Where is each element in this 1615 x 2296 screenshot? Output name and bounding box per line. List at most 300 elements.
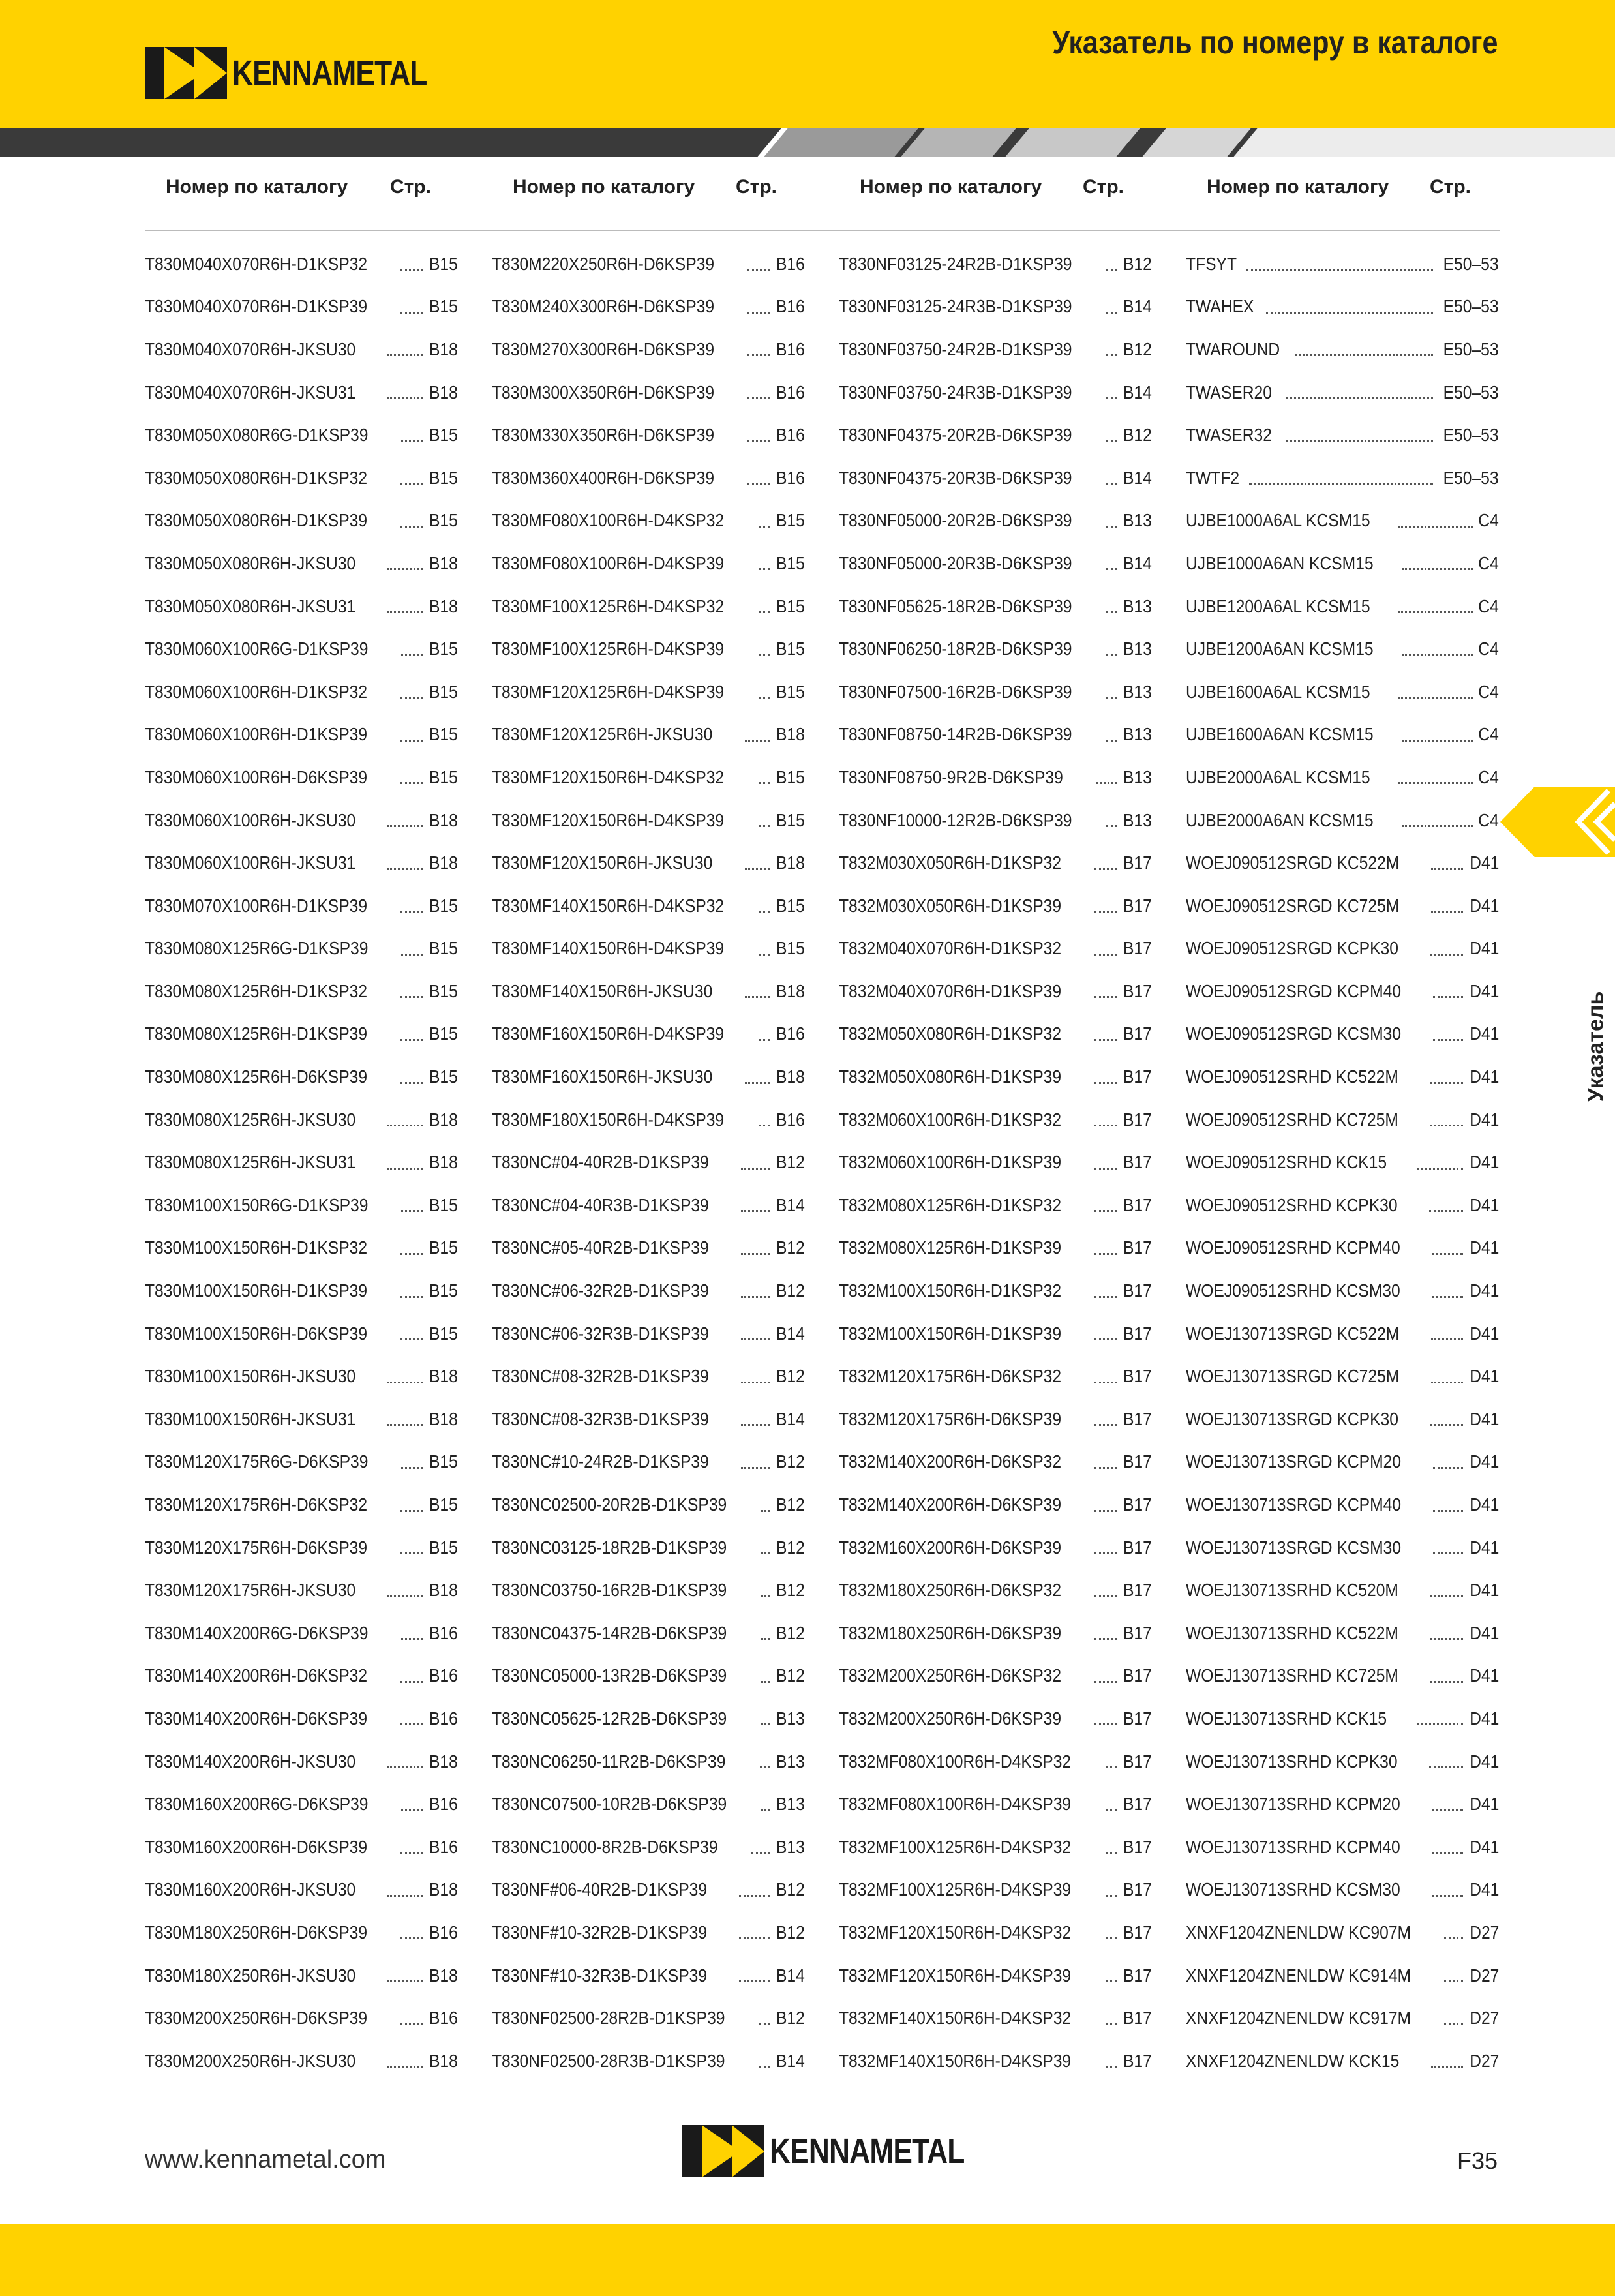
page-reference: B17 bbox=[1123, 1109, 1152, 1130]
page-reference: B15 bbox=[776, 681, 805, 702]
catalog-number: T832M080X125R6H-D1KSP39 bbox=[839, 1237, 1062, 1258]
index-row bbox=[492, 970, 805, 1013]
page-reference: B16 bbox=[776, 425, 805, 446]
index-row bbox=[145, 1441, 458, 1484]
dot-leader bbox=[1266, 312, 1434, 314]
catalog-number: T832M120X175R6H-D6KSP39 bbox=[839, 1408, 1062, 1429]
catalog-number: T830NF03750-24R3B-D1KSP39 bbox=[839, 382, 1072, 402]
dot-leader bbox=[400, 526, 423, 528]
dot-leader bbox=[400, 2023, 423, 2025]
index-row bbox=[145, 542, 458, 585]
catalog-number: T830NC#10-24R2B-D1KSP39 bbox=[492, 1451, 709, 1472]
dot-leader bbox=[387, 1125, 423, 1126]
index-row bbox=[145, 1869, 458, 1912]
dot-leader bbox=[1444, 1937, 1463, 1939]
dot-leader bbox=[1106, 740, 1117, 742]
index-row bbox=[1186, 1569, 1499, 1612]
index-row bbox=[839, 1312, 1152, 1355]
index-row bbox=[839, 457, 1152, 500]
catalog-number: T830NF03750-24R2B-D1KSP39 bbox=[839, 339, 1072, 359]
page-reference: C4 bbox=[1478, 724, 1499, 745]
catalog-number: T830M060X100R6H-JKSU31 bbox=[145, 853, 356, 873]
page-reference: B15 bbox=[429, 253, 458, 274]
dot-leader bbox=[1106, 2066, 1117, 2068]
catalog-number: TFSYT bbox=[1186, 253, 1237, 274]
catalog-number: T832MF140X150R6H-D4KSP32 bbox=[839, 2008, 1072, 2029]
dot-leader bbox=[400, 1039, 423, 1041]
dot-leader bbox=[1431, 868, 1463, 870]
index-row bbox=[839, 928, 1152, 971]
index-row bbox=[839, 1740, 1152, 1783]
index-row bbox=[1186, 1355, 1499, 1398]
dot-leader bbox=[1094, 1552, 1117, 1554]
catalog-number: T830MF120X125R6H-D4KSP39 bbox=[492, 681, 725, 702]
dot-leader bbox=[759, 825, 770, 827]
dot-leader bbox=[741, 1168, 770, 1170]
index-row bbox=[1186, 1184, 1499, 1227]
dot-leader bbox=[400, 1510, 423, 1512]
page-reference: B17 bbox=[1123, 980, 1152, 1001]
index-row bbox=[1186, 671, 1499, 714]
index-row bbox=[492, 1227, 805, 1270]
catalog-number: T832M060X100R6H-D1KSP39 bbox=[839, 1152, 1062, 1173]
index-row bbox=[839, 1184, 1152, 1227]
index-row bbox=[1186, 2040, 1499, 2083]
dot-leader bbox=[1096, 782, 1117, 784]
catalog-number: T830M200X250R6H-JKSU30 bbox=[145, 2050, 356, 2071]
catalog-number: T830NC07500-10R2B-D6KSP39 bbox=[492, 1794, 727, 1815]
page-reference: B17 bbox=[1123, 1580, 1152, 1601]
catalog-number: T830M140X200R6G-D6KSP39 bbox=[145, 1622, 369, 1643]
page-reference: D41 bbox=[1469, 1622, 1499, 1643]
catalog-number: T830NF08750-9R2B-D6KSP39 bbox=[839, 766, 1063, 787]
index-row bbox=[492, 286, 805, 329]
page-reference: B17 bbox=[1123, 1836, 1152, 1857]
index-row bbox=[145, 1184, 458, 1227]
dot-leader bbox=[1094, 868, 1117, 870]
index-row bbox=[839, 1911, 1152, 1954]
dot-leader bbox=[759, 697, 770, 699]
index-row bbox=[1186, 1697, 1499, 1740]
catalog-number: T830NF02500-28R2B-D1KSP39 bbox=[492, 2008, 725, 2029]
catalog-number: T830M220X250R6H-D6KSP39 bbox=[492, 253, 715, 274]
catalog-number: T830M080X125R6H-D1KSP39 bbox=[145, 1023, 368, 1044]
index-row bbox=[145, 1911, 458, 1954]
index-row bbox=[492, 1826, 805, 1869]
page-reference: D41 bbox=[1469, 1408, 1499, 1429]
dot-leader bbox=[1106, 312, 1117, 314]
page-reference: B17 bbox=[1123, 1023, 1152, 1044]
dot-leader bbox=[759, 911, 770, 913]
catalog-number: T830M100X150R6H-D1KSP32 bbox=[145, 1237, 368, 1258]
dot-leader bbox=[1106, 1852, 1117, 1854]
catalog-number: T830M080X125R6H-D1KSP32 bbox=[145, 980, 368, 1001]
index-row bbox=[1186, 1098, 1499, 1141]
page-reference: B15 bbox=[776, 809, 805, 830]
dot-leader bbox=[1094, 1723, 1117, 1725]
catalog-number: TWAROUND bbox=[1186, 339, 1280, 359]
index-row bbox=[492, 414, 805, 457]
index-row bbox=[492, 371, 805, 414]
index-row bbox=[145, 243, 458, 286]
page-reference: B13 bbox=[776, 1794, 805, 1815]
page-reference: B14 bbox=[1123, 296, 1152, 317]
index-row bbox=[145, 1655, 458, 1698]
dot-leader bbox=[1094, 1082, 1117, 1084]
catalog-number: T830NC04375-14R2B-D6KSP39 bbox=[492, 1622, 727, 1643]
catalog-number: XNXF1204ZNENLDW KCK15 bbox=[1186, 2050, 1400, 2071]
page-reference: D41 bbox=[1469, 1665, 1499, 1686]
dot-leader bbox=[751, 1852, 770, 1854]
dot-leader bbox=[400, 1552, 423, 1554]
catalog-number: T830M160X200R6H-D6KSP39 bbox=[145, 1836, 368, 1857]
index-row bbox=[145, 457, 458, 500]
page-reference: B12 bbox=[776, 1537, 805, 1558]
index-row bbox=[145, 756, 458, 799]
catalog-number: T832M100X150R6H-D1KSP39 bbox=[839, 1323, 1062, 1344]
index-row bbox=[492, 1141, 805, 1184]
index-row bbox=[839, 1013, 1152, 1056]
dot-leader bbox=[1106, 611, 1117, 613]
dot-leader bbox=[759, 1125, 770, 1126]
index-row bbox=[839, 414, 1152, 457]
index-row bbox=[1186, 627, 1499, 671]
catalog-number: T830M100X150R6H-D1KSP39 bbox=[145, 1280, 368, 1301]
page-reference: B18 bbox=[429, 853, 458, 873]
catalog-number: T830M180X250R6H-JKSU30 bbox=[145, 1965, 356, 1986]
index-row bbox=[839, 1227, 1152, 1270]
catalog-number: T830NF03125-24R3B-D1KSP39 bbox=[839, 296, 1072, 317]
catalog-number: T830M120X175R6H-D6KSP39 bbox=[145, 1537, 368, 1558]
index-row bbox=[492, 1997, 805, 2040]
catalog-number: T830NC#08-32R2B-D1KSP39 bbox=[492, 1366, 709, 1387]
catalog-number: T830M070X100R6H-D1KSP39 bbox=[145, 895, 368, 916]
index-row bbox=[492, 714, 805, 757]
dot-leader bbox=[1432, 1852, 1462, 1854]
dot-leader bbox=[1094, 954, 1117, 956]
dot-leader bbox=[1430, 1595, 1462, 1597]
page-reference: B12 bbox=[776, 1366, 805, 1387]
index-row bbox=[145, 1141, 458, 1184]
dot-leader bbox=[761, 1552, 770, 1554]
page-reference: B12 bbox=[776, 1451, 805, 1472]
page-reference: B15 bbox=[776, 766, 805, 787]
page-reference: B12 bbox=[1123, 339, 1152, 359]
catalog-number: T832M060X100R6H-D1KSP32 bbox=[839, 1109, 1062, 1130]
dot-leader bbox=[400, 1723, 423, 1725]
catalog-number: T830MF140X150R6H-JKSU30 bbox=[492, 980, 713, 1001]
dot-leader bbox=[747, 440, 770, 442]
catalog-number: T830M120X175R6G-D6KSP39 bbox=[145, 1451, 369, 1472]
catalog-number: UJBE1600A6AN KCSM15 bbox=[1186, 724, 1374, 745]
catalog-number: T830M270X300R6H-D6KSP39 bbox=[492, 339, 715, 359]
catalog-number: T830M060X100R6H-D6KSP39 bbox=[145, 766, 368, 787]
page-reference: D41 bbox=[1469, 1323, 1499, 1344]
dot-leader bbox=[741, 1296, 770, 1298]
dot-leader bbox=[1432, 1895, 1462, 1897]
catalog-number: UJBE2000A6AN KCSM15 bbox=[1186, 809, 1374, 830]
dot-leader bbox=[1431, 911, 1463, 913]
dot-leader bbox=[741, 1253, 770, 1255]
catalog-number: T830M080X125R6H-JKSU30 bbox=[145, 1109, 356, 1130]
index-row bbox=[1186, 328, 1499, 371]
page-reference: B15 bbox=[429, 296, 458, 317]
catalog-number: T830NF06250-18R2B-D6KSP39 bbox=[839, 639, 1072, 659]
page-reference: B16 bbox=[776, 253, 805, 274]
catalog-number: WOEJ130713SRHD KC522M bbox=[1186, 1622, 1398, 1643]
catalog-number: T830MF160X150R6H-JKSU30 bbox=[492, 1066, 713, 1087]
index-row bbox=[492, 243, 805, 286]
index-row bbox=[839, 1569, 1152, 1612]
page-reference: C4 bbox=[1478, 596, 1499, 616]
catalog-number: WOEJ130713SRGD KCPM40 bbox=[1186, 1494, 1402, 1515]
dot-leader bbox=[400, 1852, 423, 1854]
index-row bbox=[492, 884, 805, 928]
dot-leader bbox=[761, 1595, 770, 1597]
dot-leader bbox=[1106, 269, 1117, 271]
page-reference: E50–53 bbox=[1443, 339, 1499, 359]
header-catalog-2: Номер по каталогу bbox=[513, 176, 695, 198]
dot-leader bbox=[1402, 740, 1473, 742]
index-row bbox=[839, 1483, 1152, 1526]
dot-leader bbox=[400, 483, 423, 485]
dot-leader bbox=[1106, 354, 1117, 356]
catalog-number: T832MF140X150R6H-D4KSP39 bbox=[839, 2050, 1072, 2071]
page-reference: B15 bbox=[776, 552, 805, 573]
index-row bbox=[145, 1055, 458, 1098]
page-reference: B13 bbox=[1123, 596, 1152, 616]
index-row bbox=[1186, 1526, 1499, 1569]
page-reference: B16 bbox=[429, 1622, 458, 1643]
dot-leader bbox=[401, 1809, 423, 1811]
page-reference: B17 bbox=[1123, 1366, 1152, 1387]
dot-leader bbox=[759, 1039, 770, 1041]
page-reference: B17 bbox=[1123, 1537, 1152, 1558]
page-reference: B18 bbox=[776, 1066, 805, 1087]
page-reference: D41 bbox=[1469, 1537, 1499, 1558]
page-reference: B18 bbox=[429, 1152, 458, 1173]
catalog-number: WOEJ090512SRHD KCPK30 bbox=[1186, 1194, 1398, 1215]
catalog-number: UJBE2000A6AL KCSM15 bbox=[1186, 766, 1370, 787]
catalog-number: UJBE1000A6AL KCSM15 bbox=[1186, 510, 1370, 531]
catalog-number: T830M180X250R6H-D6KSP39 bbox=[145, 1922, 368, 1942]
catalog-number: T830M080X125R6H-JKSU31 bbox=[145, 1152, 356, 1173]
dot-leader bbox=[401, 440, 423, 442]
index-row bbox=[145, 671, 458, 714]
catalog-number: T830M060X100R6H-D1KSP39 bbox=[145, 724, 368, 745]
page-reference: C4 bbox=[1478, 639, 1499, 659]
dot-leader bbox=[387, 354, 423, 356]
page-reference: B18 bbox=[429, 809, 458, 830]
page-reference: B13 bbox=[1123, 766, 1152, 787]
catalog-number: T830M140X200R6H-D6KSP39 bbox=[145, 1708, 368, 1729]
dot-leader bbox=[741, 1210, 770, 1212]
catalog-number: T830NF08750-14R2B-D6KSP39 bbox=[839, 724, 1072, 745]
page-reference: B17 bbox=[1123, 1194, 1152, 1215]
index-row bbox=[1186, 243, 1499, 286]
catalog-number: UJBE1600A6AL KCSM15 bbox=[1186, 681, 1370, 702]
index-row bbox=[492, 1398, 805, 1441]
page-reference: E50–53 bbox=[1443, 382, 1499, 402]
page-reference: B18 bbox=[429, 1580, 458, 1601]
kennametal-k-icon bbox=[682, 2125, 764, 2177]
page-reference: B13 bbox=[776, 1751, 805, 1772]
page-reference: D41 bbox=[1469, 1580, 1499, 1601]
dot-leader bbox=[387, 1595, 423, 1597]
index-row bbox=[1186, 1911, 1499, 1954]
catalog-number: T830M060X100R6H-JKSU30 bbox=[145, 809, 356, 830]
catalog-number: WOEJ130713SRGD KCSM30 bbox=[1186, 1537, 1402, 1558]
catalog-number: T830NF10000-12R2B-D6KSP39 bbox=[839, 809, 1072, 830]
page-reference: B12 bbox=[776, 1622, 805, 1643]
catalog-number: T830NC05625-12R2B-D6KSP39 bbox=[492, 1708, 727, 1729]
dot-leader bbox=[400, 782, 423, 784]
catalog-number: T830NF02500-28R3B-D1KSP39 bbox=[492, 2050, 725, 2071]
index-row bbox=[492, 1911, 805, 1954]
catalog-number: XNXF1204ZNENLDW KC914M bbox=[1186, 1965, 1411, 1986]
index-row bbox=[145, 371, 458, 414]
dot-leader bbox=[1106, 654, 1117, 656]
page-reference: B13 bbox=[776, 1836, 805, 1857]
page-reference: B13 bbox=[776, 1708, 805, 1729]
dot-leader bbox=[401, 954, 423, 956]
catalog-number: T830NF05000-20R3B-D6KSP39 bbox=[839, 552, 1072, 573]
catalog-number: WOEJ090512SRHD KC522M bbox=[1186, 1066, 1398, 1087]
page-reference: D41 bbox=[1469, 1708, 1499, 1729]
page-reference: B15 bbox=[776, 596, 805, 616]
page-reference: B13 bbox=[1123, 639, 1152, 659]
page-reference: D41 bbox=[1469, 853, 1499, 873]
header-logo bbox=[145, 47, 470, 99]
catalog-number: T830MF080X100R6H-D4KSP32 bbox=[492, 510, 725, 531]
page-reference: B17 bbox=[1123, 1922, 1152, 1942]
page-reference: B14 bbox=[1123, 382, 1152, 402]
page-reference: B18 bbox=[429, 339, 458, 359]
index-row bbox=[839, 243, 1152, 286]
dot-leader bbox=[387, 397, 423, 399]
catalog-number: WOEJ130713SRHD KC520M bbox=[1186, 1580, 1398, 1601]
index-row bbox=[1186, 1997, 1499, 2040]
footer-url[interactable]: www.kennametal.com bbox=[145, 2146, 386, 2173]
section-tab[interactable] bbox=[1500, 787, 1615, 857]
page-reference: B15 bbox=[429, 425, 458, 446]
catalog-number: T830M040X070R6H-JKSU31 bbox=[145, 382, 356, 402]
index-row bbox=[145, 1569, 458, 1612]
index-column-4 bbox=[1186, 243, 1499, 2083]
index-row bbox=[145, 1954, 458, 1997]
index-row bbox=[839, 1055, 1152, 1098]
catalog-number: UJBE1000A6AN KCSM15 bbox=[1186, 552, 1374, 573]
index-row bbox=[1186, 1869, 1499, 1912]
page-reference: B15 bbox=[776, 895, 805, 916]
index-row bbox=[145, 1783, 458, 1826]
catalog-number: T830NF#10-32R2B-D1KSP39 bbox=[492, 1922, 708, 1942]
index-row bbox=[839, 1398, 1152, 1441]
dot-leader bbox=[1398, 611, 1473, 613]
page-reference: D41 bbox=[1469, 1066, 1499, 1087]
page-reference: B15 bbox=[429, 1323, 458, 1344]
catalog-number: T830M120X175R6H-D6KSP32 bbox=[145, 1494, 368, 1515]
page-reference: B17 bbox=[1123, 1708, 1152, 1729]
catalog-number: T830M060X100R6H-D1KSP32 bbox=[145, 681, 368, 702]
index-row bbox=[1186, 928, 1499, 971]
catalog-number: T830M040X070R6H-D1KSP32 bbox=[145, 253, 368, 274]
index-row bbox=[492, 1312, 805, 1355]
dot-leader bbox=[1430, 1082, 1462, 1084]
index-row bbox=[839, 500, 1152, 543]
index-row bbox=[492, 1954, 805, 1997]
page-reference: E50–53 bbox=[1443, 467, 1499, 488]
dot-leader bbox=[1430, 1681, 1462, 1683]
dot-leader bbox=[400, 1296, 423, 1298]
catalog-number: T832MF120X150R6H-D4KSP39 bbox=[839, 1965, 1072, 1986]
catalog-number: T830MF140X150R6H-D4KSP32 bbox=[492, 895, 725, 916]
index-row bbox=[492, 1740, 805, 1783]
dot-leader bbox=[747, 483, 770, 485]
page-reference: B17 bbox=[1123, 2008, 1152, 2029]
catalog-number: T830M120X175R6H-JKSU30 bbox=[145, 1580, 356, 1601]
page-reference: B18 bbox=[429, 382, 458, 402]
dot-leader bbox=[1398, 697, 1473, 699]
catalog-number: UJBE1200A6AN KCSM15 bbox=[1186, 639, 1374, 659]
catalog-number: T832MF100X125R6H-D4KSP39 bbox=[839, 1879, 1072, 1900]
page-reference: C4 bbox=[1478, 510, 1499, 531]
dot-leader bbox=[1417, 1168, 1462, 1170]
dot-leader bbox=[760, 1766, 770, 1768]
page-reference: B17 bbox=[1123, 1665, 1152, 1686]
index-row bbox=[1186, 286, 1499, 329]
index-row bbox=[492, 1184, 805, 1227]
page-reference: B18 bbox=[429, 2050, 458, 2071]
index-row bbox=[492, 1697, 805, 1740]
index-row bbox=[492, 328, 805, 371]
catalog-number: T830M060X100R6G-D1KSP39 bbox=[145, 639, 369, 659]
page-reference: B15 bbox=[429, 1280, 458, 1301]
page-reference: B13 bbox=[1123, 510, 1152, 531]
dot-leader bbox=[1094, 1125, 1117, 1126]
page-reference: D41 bbox=[1469, 980, 1499, 1001]
page-reference: B15 bbox=[429, 1237, 458, 1258]
page-reference: B14 bbox=[776, 1323, 805, 1344]
catalog-number: WOEJ090512SRHD KC725M bbox=[1186, 1109, 1398, 1130]
dot-leader bbox=[1094, 1467, 1117, 1469]
index-column-3 bbox=[839, 243, 1152, 2083]
dot-leader bbox=[741, 1382, 770, 1383]
index-row bbox=[145, 1269, 458, 1312]
index-row bbox=[492, 1869, 805, 1912]
index-row bbox=[145, 1398, 458, 1441]
dot-leader bbox=[400, 312, 423, 314]
index-column-2 bbox=[492, 243, 805, 2083]
page-reference: B18 bbox=[429, 552, 458, 573]
dot-leader bbox=[1094, 1253, 1117, 1255]
page-reference: B14 bbox=[776, 1408, 805, 1429]
dot-leader bbox=[761, 1638, 770, 1640]
dot-leader bbox=[387, 2066, 423, 2068]
catalog-number: T830NC#05-40R2B-D1KSP39 bbox=[492, 1237, 709, 1258]
dot-leader bbox=[1295, 354, 1434, 356]
page-reference: D41 bbox=[1469, 1494, 1499, 1515]
catalog-number: T830M240X300R6H-D6KSP39 bbox=[492, 296, 715, 317]
dot-leader bbox=[759, 2066, 770, 2068]
dot-leader bbox=[1094, 1638, 1117, 1640]
catalog-number: T832MF100X125R6H-D4KSP32 bbox=[839, 1836, 1072, 1857]
index-row bbox=[1186, 1312, 1499, 1355]
dot-leader bbox=[1249, 483, 1433, 485]
index-row bbox=[492, 542, 805, 585]
page-reference: C4 bbox=[1478, 681, 1499, 702]
dot-leader bbox=[1417, 1723, 1462, 1725]
